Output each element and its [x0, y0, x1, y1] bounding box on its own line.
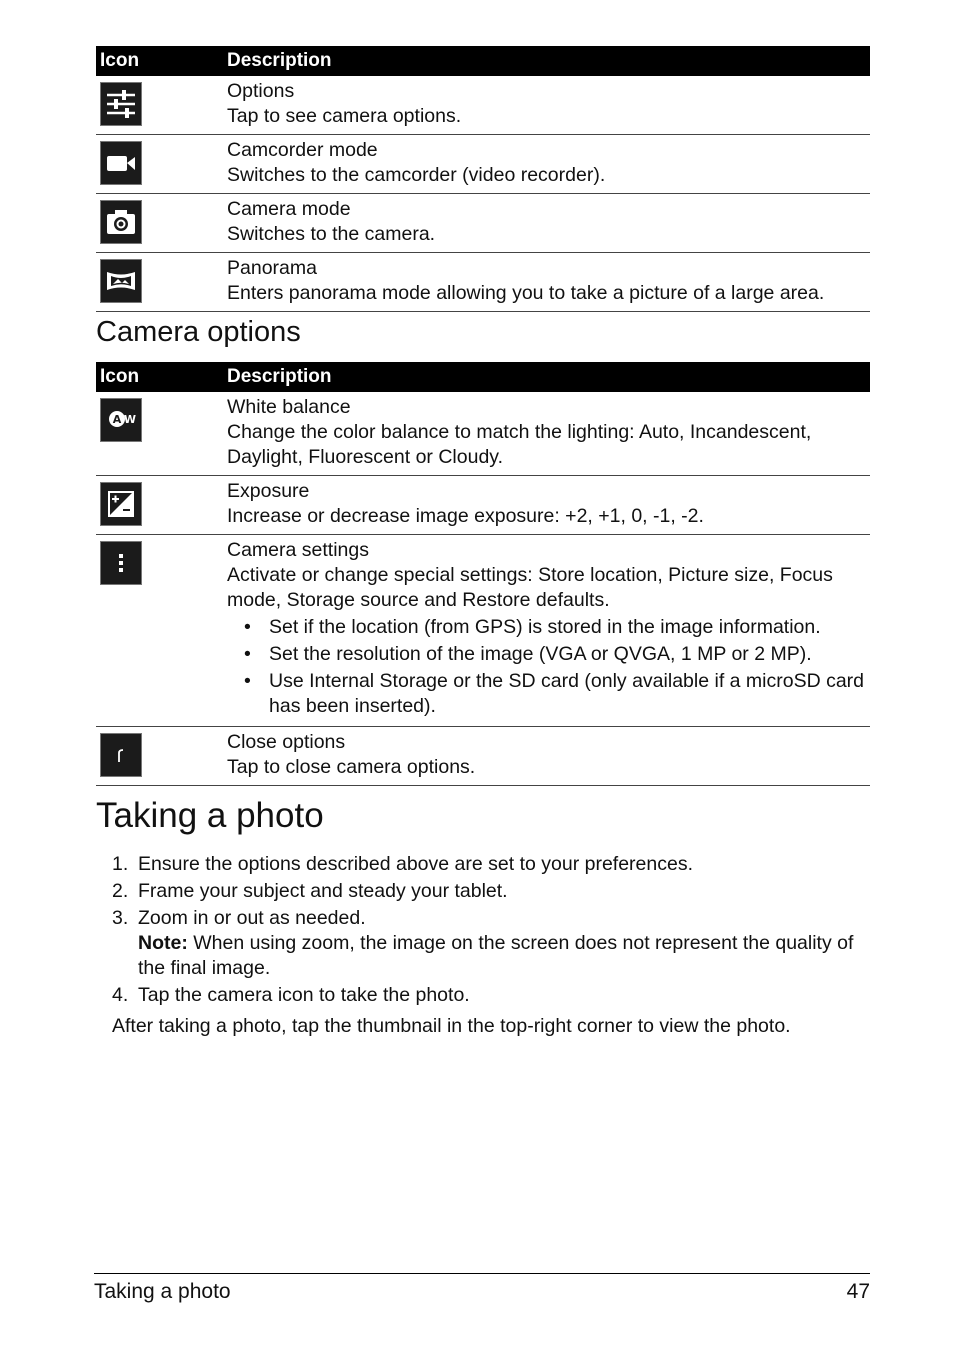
- exposure-icon: [100, 482, 142, 526]
- step-number: 2.: [112, 880, 129, 902]
- note-text: When using zoom, the image on the screen does not represent the quality of the final image.: [138, 932, 854, 979]
- row-description: Increase or decrease image exposure: +2, +1, 0, -1, -2.: [227, 505, 704, 527]
- step-number: 1.: [112, 853, 129, 875]
- row-description: Change the color balance to match the lighting: Auto, Incandescent, Daylight, Fluorescent or Cloudy.: [227, 421, 812, 468]
- row-title: Close options: [227, 731, 346, 753]
- table-row: [96, 476, 870, 535]
- camera-options-table: [96, 362, 870, 786]
- camera-mode-table: [96, 46, 870, 312]
- steps-list: [96, 852, 870, 1008]
- row-description: Activate or change special settings: Store location, Picture size, Focus mode, Storage source and Restore defaults.: [227, 564, 833, 611]
- table-header-row: [96, 46, 870, 76]
- row-title: Camera settings: [227, 539, 369, 561]
- row-description: Switches to the camcorder (video recorder).: [227, 164, 606, 186]
- after-paragraph: After taking a photo, tap the thumbnail in the top-right corner to view the photo.: [112, 1015, 791, 1037]
- step-text: Tap the camera icon to take the photo.: [138, 984, 470, 1006]
- options-icon: [100, 82, 142, 126]
- header-icon: Icon: [96, 362, 223, 392]
- list-item: • Use Internal Storage or the SD card (only available if a microSD card has been inserted).: [269, 669, 870, 719]
- table-row: [96, 253, 870, 312]
- row-description: Tap to close camera options.: [227, 756, 476, 778]
- header-description: Description: [223, 362, 870, 392]
- row-description: Enters panorama mode allowing you to take a picture of a large area.: [227, 282, 825, 304]
- table-row: [96, 194, 870, 253]
- page-content: [96, 46, 870, 1039]
- table-header-row: [96, 362, 870, 392]
- close-options-icon: [100, 733, 142, 777]
- table-row: [96, 392, 870, 476]
- step-text: Frame your subject and steady your tablet.: [138, 880, 508, 902]
- step-text: Zoom in or out as needed.: [138, 907, 366, 929]
- taking-photo-heading: Taking a photo: [96, 796, 324, 835]
- row-title: Options: [227, 80, 295, 102]
- table-row: [96, 76, 870, 135]
- camcorder-icon: [100, 141, 142, 185]
- settings-bullet-list: [227, 615, 870, 719]
- row-title: White balance: [227, 396, 351, 418]
- row-description: Switches to the camera.: [227, 223, 436, 245]
- list-item: • Set the resolution of the image (VGA or QVGA, 1 MP or 2 MP).: [269, 642, 870, 667]
- camera-icon: [100, 200, 142, 244]
- table-row: [96, 135, 870, 194]
- step-number: 4.: [112, 984, 129, 1006]
- row-title: Camcorder mode: [227, 139, 378, 161]
- list-item: [112, 983, 870, 1008]
- row-title: Camera mode: [227, 198, 351, 220]
- row-description: Tap to see camera options.: [227, 105, 462, 127]
- header-icon: Icon: [96, 46, 223, 76]
- page-number: 47: [846, 1280, 870, 1303]
- step-text: Ensure the options described above are set to your preferences.: [138, 853, 693, 875]
- row-title: Panorama: [227, 257, 317, 279]
- table-row: [96, 535, 870, 727]
- list-item: [112, 852, 870, 877]
- table-row: [96, 727, 870, 786]
- panorama-icon: [100, 259, 142, 303]
- list-item: [112, 906, 870, 981]
- note-label: Note:: [138, 932, 188, 954]
- step-number: 3.: [112, 907, 129, 929]
- camera-options-heading: Camera options: [96, 316, 301, 348]
- svg-text:W: W: [123, 413, 137, 426]
- list-item: [112, 879, 870, 904]
- page-footer: [94, 1273, 870, 1304]
- header-description: Description: [223, 46, 870, 76]
- list-item: • Set if the location (from GPS) is stored in the image information.: [269, 615, 870, 640]
- footer-section-title: Taking a photo: [94, 1280, 231, 1303]
- settings-menu-icon: [100, 541, 142, 585]
- svg-text:A: A: [112, 413, 122, 426]
- row-title: Exposure: [227, 480, 310, 502]
- white-balance-icon: [100, 398, 142, 442]
